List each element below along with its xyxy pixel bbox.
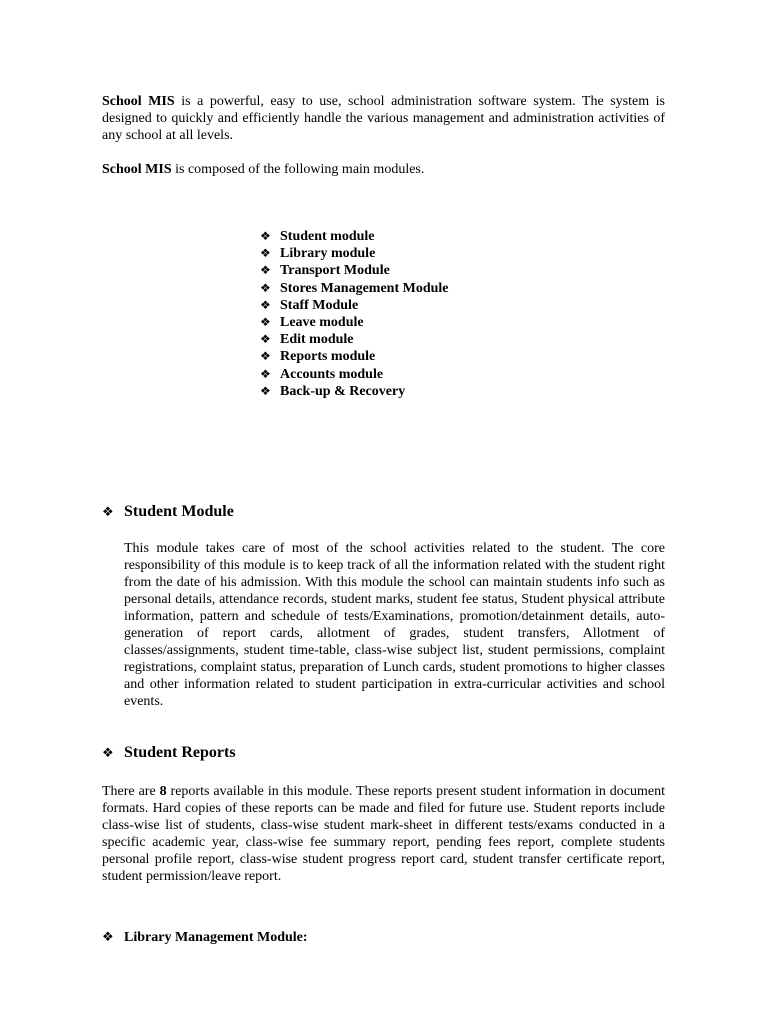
student-module-heading: ❖ Student Module [102,503,234,520]
list-item: ❖ Library module [260,246,376,262]
diamond-bullet-icon: ❖ [102,929,114,944]
list-item: ❖ Back-up & Recovery [260,383,406,399]
diamond-bullet-icon: ❖ [260,297,271,312]
diamond-bullet-icon: ❖ [260,366,271,381]
diamond-bullet-icon: ❖ [260,229,271,243]
list-item: ❖ Staff Module [260,297,359,313]
diamond-bullet-icon: ❖ [102,745,114,760]
diamond-bullet-icon: ❖ [102,504,114,519]
student-reports-heading: ❖ Student Reports [102,744,236,761]
list-item: ❖ Stores Management Module [260,280,449,296]
reports-count: 8 [159,784,167,799]
intro-paragraph [102,93,665,144]
list-item: ❖ Leave module [260,314,364,330]
diamond-bullet-icon: ❖ [260,332,271,347]
student-module-body: This module takes care of most of the school activities related to the student. The core responsibility of this module is to keep track of all the information related with the student right from the date of his admission. With this module the school can maintain students info such as personal details, attendance records, student marks, student fee status, Student physical attribute information, pattern and schedule of tests/Examinations, promotion/detainment details, auto-generation of report cards, allotment of grades, student transfers, Allotment of classes/assignments, student time-table, class-wise subject list, student permissions, complaint registrations, complaint status, preparation of Lunch cards, student promotions to higher classes and other information related to student participation in extra-curricular activities and school events. [124,541,665,709]
list-item: ❖ Transport Module [260,263,390,279]
diamond-bullet-icon: ❖ [260,280,271,295]
diamond-bullet-icon: ❖ [260,349,271,364]
student-reports-body: There are 8 reports available in this module. These reports present student information in document formats. Hard copies of these reports can be made and filed for future use. Student reports include class-wise list of students, class-wise student mark-sheet in different tests/exams conducted in a specific academic year, class-wise fee summary report, pending fees report, complete students personal profile report, class-wise student progress report card, student transfer certificate report, student permission/leave report. [102,784,665,884]
modules-intro-brand: School MIS [102,162,172,177]
intro-text: is a powerful, easy to use, school administration software system. The system is designed to quickly and efficiently handle the various management and administration activities of any school at all levels. [102,94,665,143]
diamond-bullet-icon: ❖ [260,263,271,278]
intro-brand: School MIS [102,94,175,109]
list-item: ❖ Reports module [260,349,376,365]
modules-intro-paragraph [102,161,665,178]
modules-intro-text: is composed of the following main modules. [171,162,425,177]
list-item: ❖ Student module [260,229,375,244]
list-item: ❖ Accounts module [260,366,384,382]
library-module-heading: ❖ Library Management Module: [102,929,308,945]
module-list [260,228,449,400]
list-item: ❖ Edit module [260,332,354,348]
diamond-bullet-icon: ❖ [260,246,271,261]
diamond-bullet-icon: ❖ [260,383,271,398]
diamond-bullet-icon: ❖ [260,314,271,329]
